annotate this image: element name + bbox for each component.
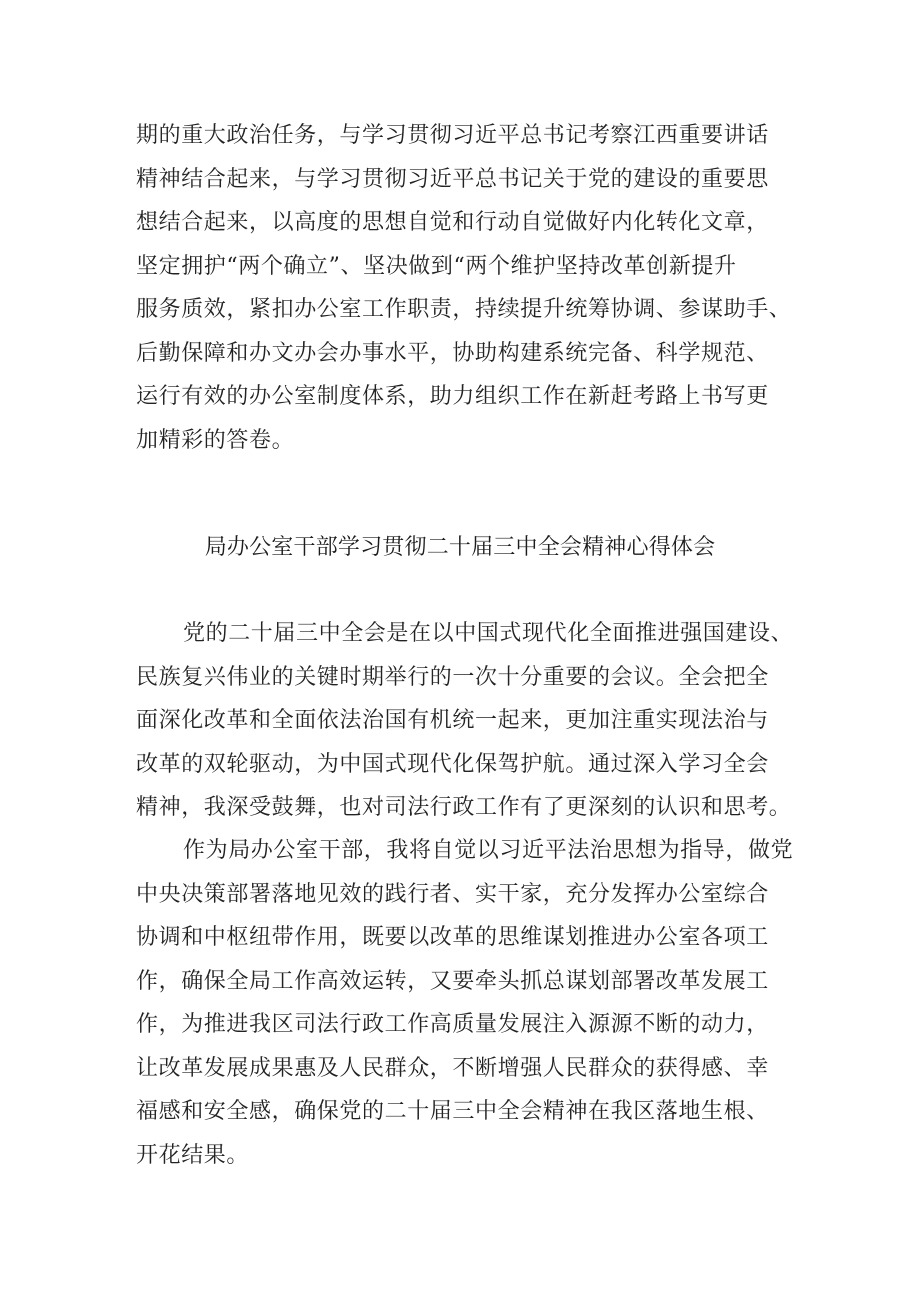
text-line: 坚定拥护“两个确立”、坚决做到“两个维护坚持改革创新提升: [136, 253, 737, 279]
text-line: 协调和中枢纽带作用，既要以改革的思维谋划推进办公室各项工: [136, 925, 769, 950]
body-paragraph-1: [136, 612, 796, 830]
text-line: 精神结合起来，与学习贯彻习近平总书记关于党的建设的重要思: [136, 166, 769, 192]
text-line: 福感和安全感，确保党的二十届三中全会精神在我区落地生根、: [136, 1099, 769, 1124]
text-line: 运行有效的办公室制度体系，助力组织工作在新赶考路上书写更: [136, 384, 769, 409]
text-line: 服务质效，紧扣办公室工作职责，持续提升统筹协调、参谋助手、: [136, 297, 792, 322]
text-line: 后勤保障和办文办会办事水平，协助构建系统完备、科学规范、: [136, 340, 769, 366]
article-title: 局办公室干部学习贯彻二十届三中全会精神心得体会: [204, 535, 716, 560]
text-line: 作为局办公室干部，我将自觉以习近平法治思想为指导，做党: [183, 838, 794, 863]
text-line: 作，确保全局工作高效运转，又要牵头抓总谋划部署改革发展工: [136, 968, 769, 994]
text-line: 民族复兴伟业的关键时期举行的一次十分重要的会议。全会把全: [136, 664, 769, 690]
text-line: 中央决策部署落地见效的践行者、实干家，充分发挥办公室综合: [136, 881, 769, 907]
text-line: 面深化改革和全面依法治国有机统一起来，更加注重实现法治与: [136, 708, 769, 733]
text-line: 开花结果。: [136, 1142, 250, 1168]
body-paragraph-2: [136, 829, 796, 1177]
continuation-paragraph: [136, 114, 796, 462]
text-line: 作，为推进我区司法行政工作高质量发展注入源源不断的动力，: [136, 1012, 769, 1037]
text-line: 精神，我深受鼓舞，也对司法行政工作有了更深刻的认识和思考。: [136, 795, 792, 820]
text-line: 改革的双轮驱动，为中国式现代化保驾护航。通过深入学习全会: [136, 751, 769, 777]
text-line: 党的二十届三中全会是在以中国式现代化全面推进强国建设、: [183, 621, 794, 646]
text-line: 加精彩的答卷。: [136, 427, 295, 453]
text-line: 让改革发展成果惠及人民群众，不断增强人民群众的获得感、幸: [136, 1055, 769, 1081]
text-line: 想结合起来，以高度的思想自觉和行动自觉做好内化转化文章，: [136, 210, 769, 235]
text-line: 期的重大政治任务，与学习贯彻习近平总书记考察江西重要讲话: [136, 123, 769, 148]
